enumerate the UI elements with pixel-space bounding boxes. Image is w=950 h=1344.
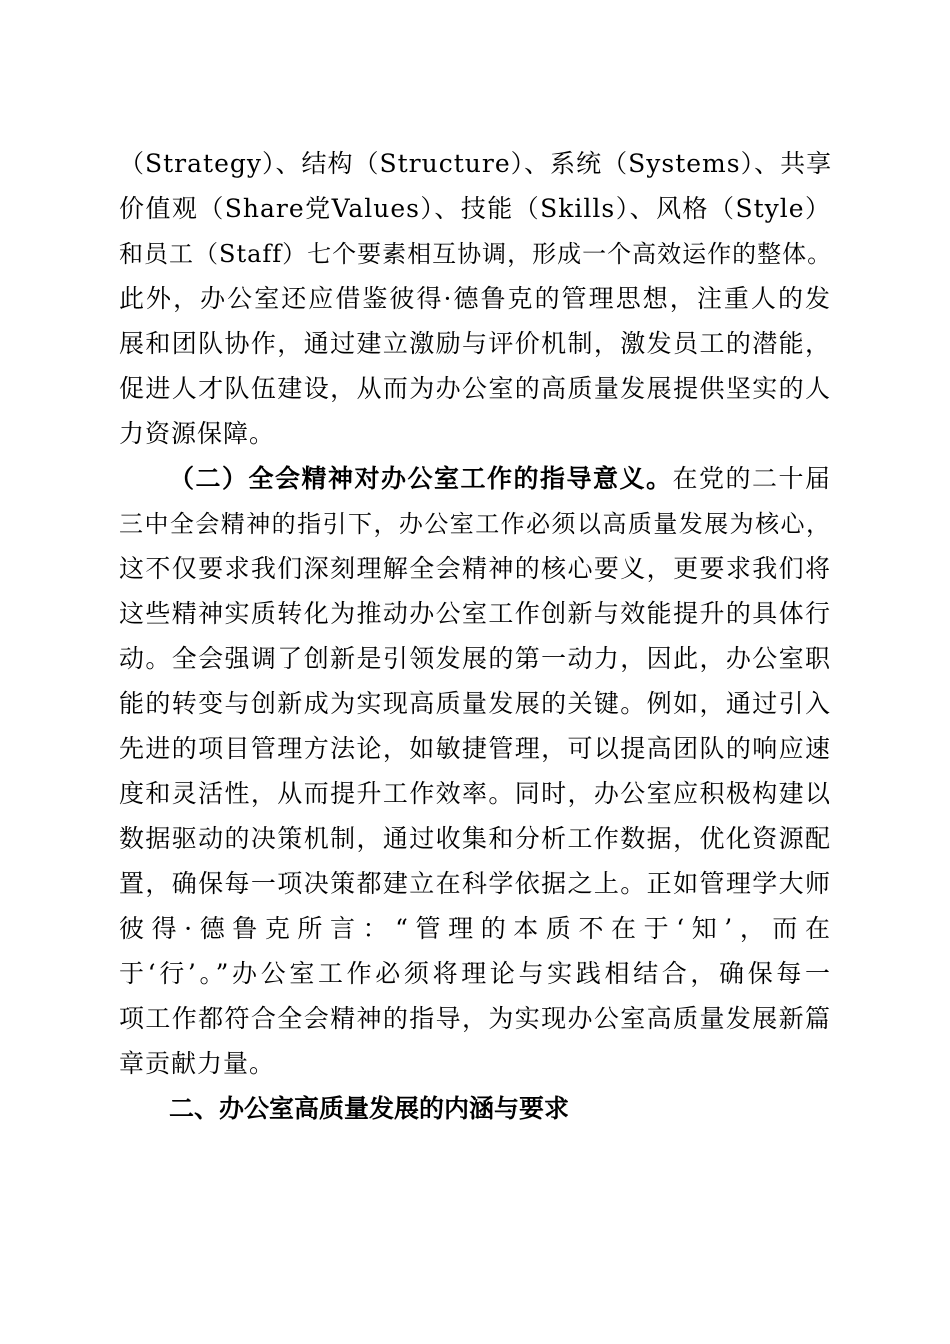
paragraph-1-line-7: 力资源保障。 xyxy=(119,419,276,448)
paragraph-2-line-1-rest: 在党的二十届 xyxy=(672,464,831,493)
paragraph-2-line-8: 度和灵活性，从而提升工作效率。同时，办公室应积极构建以 xyxy=(119,779,831,808)
paragraph-2-line-1 xyxy=(169,463,831,495)
paragraph-1-line-2: 价值观（Share党Values）、技能（Skills）、风格（Style） xyxy=(119,194,831,223)
paragraph-1-line-5: 展和团队协作，通过建立激励与评价机制，激发员工的潜能， xyxy=(119,329,831,358)
paragraph-2-line-4: 这些精神实质转化为推动办公室工作创新与效能提升的具体行 xyxy=(119,599,831,628)
paragraph-2-line-12: 于‘行’。”办公室工作必须将理论与实践相结合，确保每一 xyxy=(119,959,831,988)
paragraph-2-lead: （二）全会精神对办公室工作的指导意义。 xyxy=(169,464,673,493)
paragraph-1-line-4: 此外，办公室还应借鉴彼得·德鲁克的管理思想，注重人的发 xyxy=(119,284,831,313)
paragraph-2-line-6: 能的转变与创新成为实现高质量发展的关键。例如，通过引入 xyxy=(119,689,831,718)
paragraph-2-line-3: 这不仅要求我们深刻理解全会精神的核心要义，更要求我们将 xyxy=(119,554,831,583)
paragraph-1-line-6: 促进人才队伍建设，从而为办公室的高质量发展提供坚实的人 xyxy=(119,374,831,403)
paragraph-2-line-2: 三中全会精神的指引下，办公室工作必须以高质量发展为核心， xyxy=(119,510,831,538)
paragraph-2-line-5: 动。全会强调了创新是引领发展的第一动力，因此，办公室职 xyxy=(119,644,831,673)
paragraph-2-line-9: 数据驱动的决策机制，通过收集和分析工作数据，优化资源配 xyxy=(119,824,831,853)
paragraph-2-line-11: 彼得·德鲁克所言：“管理的本质不在于‘知’，而在 xyxy=(119,914,831,943)
paragraph-2-line-10: 置，确保每一项决策都建立在科学依据之上。正如管理学大师 xyxy=(119,869,831,898)
paragraph-2-line-13: 项工作都符合全会精神的指导，为实现办公室高质量发展新篇 xyxy=(119,1004,831,1033)
paragraph-1-line-1: （Strategy）、结构（Structure）、系统（Systems）、共享 xyxy=(119,149,833,178)
section-heading: 二、办公室高质量发展的内涵与要求 xyxy=(169,1094,570,1123)
paragraph-1-line-3: 和员工（Staff）七个要素相互协调，形成一个高效运作的整体。 xyxy=(119,240,833,268)
paragraph-2-line-7: 先进的项目管理方法论，如敏捷管理，可以提高团队的响应速 xyxy=(119,734,831,763)
paragraph-2-line-14: 章贡献力量。 xyxy=(119,1049,276,1078)
